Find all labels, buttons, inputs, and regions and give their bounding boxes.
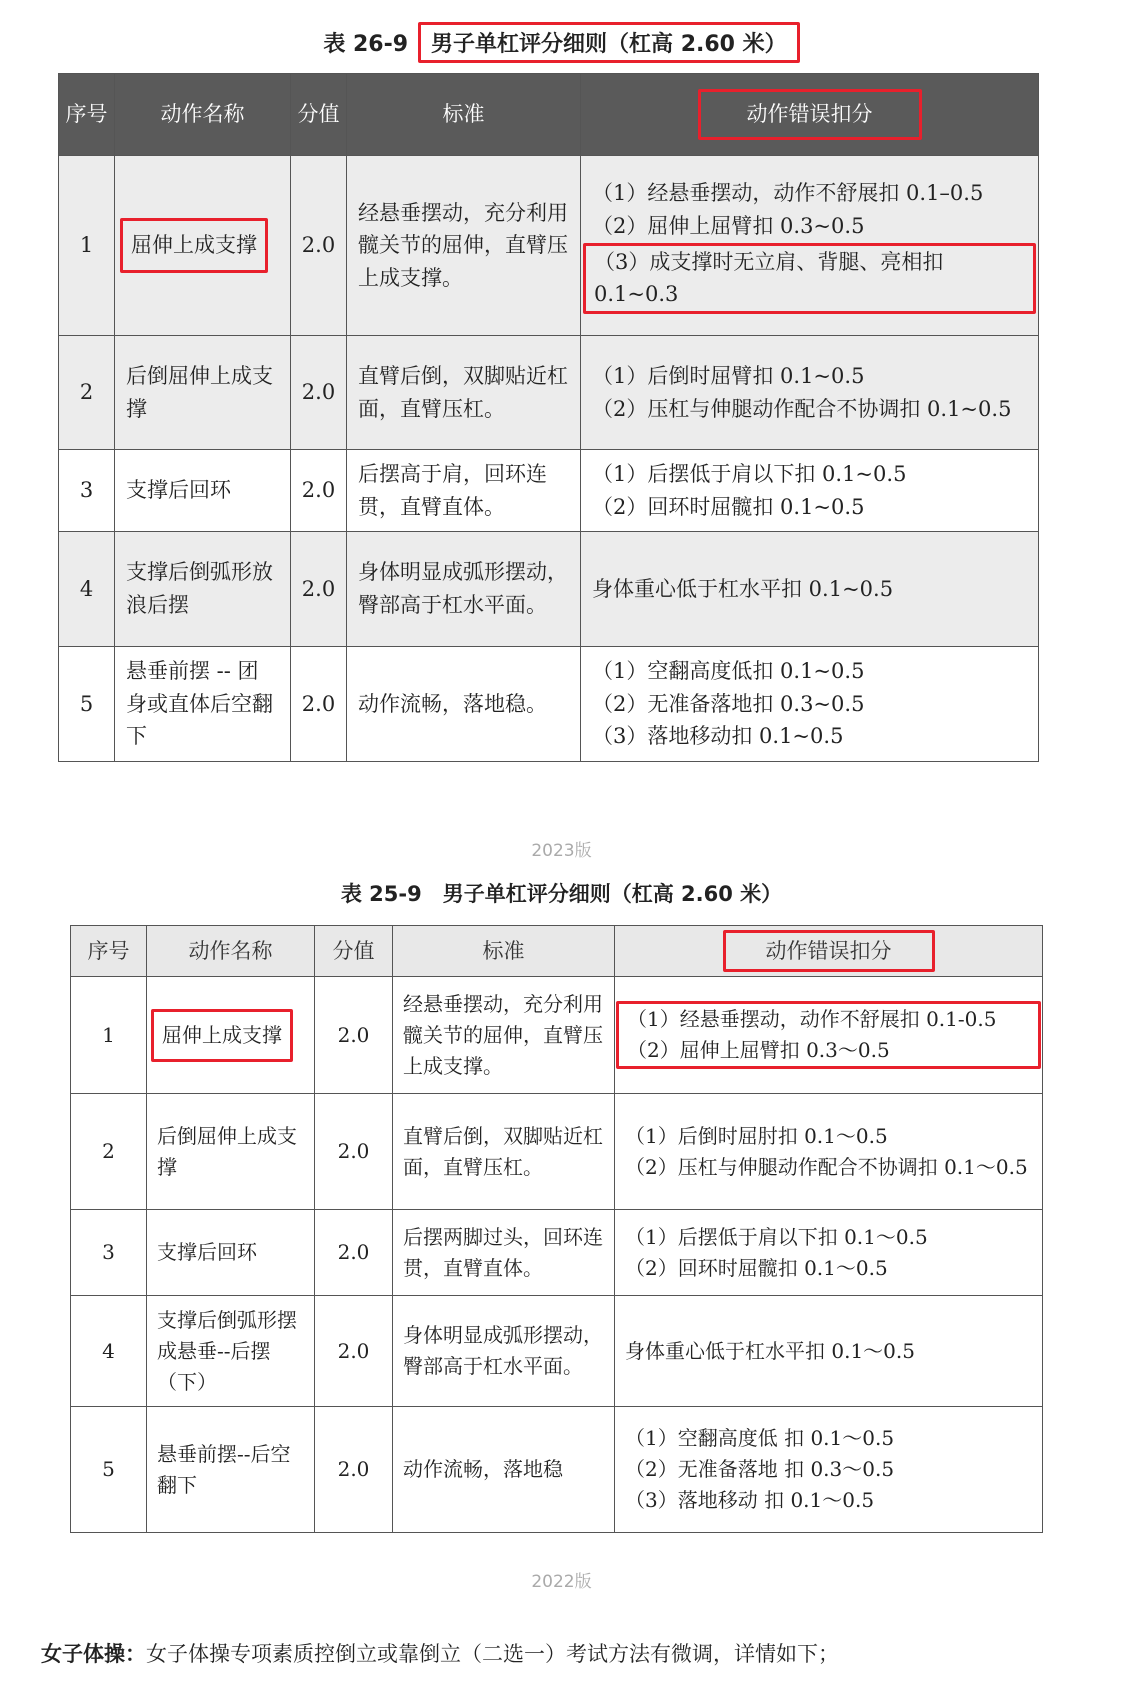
table-row <box>71 1407 1043 1533</box>
row-action-name: 支撑后回环 <box>115 450 291 532</box>
row-action-name: 后倒屈伸上成支撑 <box>147 1094 315 1210</box>
table-row <box>59 450 1039 532</box>
row-deductions <box>581 156 1039 336</box>
header-standard: 标准 <box>347 74 581 156</box>
note-label: 女子体操： <box>41 1642 146 1666</box>
row-number: 3 <box>71 1210 147 1296</box>
action-name-highlight: 屈伸上成支撑 <box>151 1009 293 1062</box>
deduction-line-highlight: （3）成支撑时无立肩、背腿、亮相扣 0.1~0.3 <box>583 243 1036 314</box>
row-score: 2.0 <box>315 1296 393 1407</box>
deduction-line: （1）空翻高度低 扣 0.1〜0.5 <box>625 1426 895 1450</box>
header-score: 分值 <box>315 926 393 977</box>
row-deductions <box>615 977 1043 1094</box>
deduction-line: （2）回环时屈髋扣 0.1~0.5 <box>592 494 865 519</box>
womens-gymnastics-note <box>41 1638 839 1668</box>
row-score: 2.0 <box>315 1094 393 1210</box>
table-row <box>71 1094 1043 1210</box>
row-deductions <box>581 647 1039 762</box>
row-deductions <box>581 336 1039 450</box>
row-score: 2.0 <box>291 647 347 762</box>
row-score: 2.0 <box>291 336 347 450</box>
table-2023-title-number: 表 26-9 <box>323 32 409 57</box>
row-number: 1 <box>71 977 147 1094</box>
row-number: 4 <box>59 532 115 647</box>
table-row <box>71 1296 1043 1407</box>
header-deductions <box>615 926 1043 977</box>
deduction-line: （2）压杠与伸腿动作配合不协调扣 0.1~0.5 <box>592 396 1012 421</box>
row-action-name <box>115 156 291 336</box>
header-no: 序号 <box>71 926 147 977</box>
table-row <box>59 336 1039 450</box>
deduction-line: （1）空翻高度低扣 0.1~0.5 <box>592 659 865 684</box>
row-number: 1 <box>59 156 115 336</box>
caption-2022: 2022版 <box>531 1572 592 1592</box>
table-2022-title: 表 25-9 男子单杠评分细则（杠高 2.60 米） <box>340 882 783 906</box>
row-action-name: 支撑后倒弧形放浪后摆 <box>115 532 291 647</box>
row-standard: 经悬垂摆动，充分利用髋关节的屈伸，直臂压上成支撑。 <box>393 977 615 1094</box>
row-score: 2.0 <box>291 532 347 647</box>
row-score: 2.0 <box>315 1210 393 1296</box>
row-standard: 动作流畅，落地稳。 <box>347 647 581 762</box>
deduction-line: （2）屈伸上屈臂扣 0.3~0.5 <box>592 213 865 238</box>
header-no: 序号 <box>59 74 115 156</box>
row-standard: 身体明显成弧形摆动，臀部高于杠水平面。 <box>393 1296 615 1407</box>
deduction-line: 身体重心低于杠水平扣 0.1〜0.5 <box>625 1338 915 1363</box>
row-deductions <box>581 450 1039 532</box>
table-2023-title-highlight: 男子单杠评分细则（杠高 2.60 米） <box>418 22 800 63</box>
header-standard: 标准 <box>393 926 615 977</box>
row-action-name: 悬垂前摆 -- 团身或直体后空翻下 <box>115 647 291 762</box>
row-action-name: 悬垂前摆--后空翻下 <box>147 1407 315 1533</box>
deduction-line: （2）无准备落地扣 0.3~0.5 <box>592 691 865 716</box>
row-deductions <box>615 1094 1043 1210</box>
header-name: 动作名称 <box>115 74 291 156</box>
row-number: 5 <box>71 1407 147 1533</box>
table-2022 <box>70 925 1043 1533</box>
deduction-line: （1）后摆低于肩以下扣 0.1~0.5 <box>592 461 907 486</box>
row-action-name: 支撑后回环 <box>147 1210 315 1296</box>
row-standard: 动作流畅，落地稳 <box>393 1407 615 1533</box>
deduction-line: （2）回环时屈髋扣 0.1〜0.5 <box>625 1255 888 1280</box>
table-row <box>71 977 1043 1094</box>
deduction-line: 身体重心低于杠水平扣 0.1~0.5 <box>592 576 894 601</box>
row-score: 2.0 <box>315 977 393 1094</box>
row-number: 4 <box>71 1296 147 1407</box>
row-deductions <box>615 1407 1043 1533</box>
row-standard: 直臂后倒，双脚贴近杠面，直臂压杠。 <box>347 336 581 450</box>
action-name-highlight: 屈伸上成支撑 <box>120 218 268 273</box>
deduction-line: （1）后倒时屈臂扣 0.1~0.5 <box>592 363 865 388</box>
note-text: 女子体操专项素质控倒立或靠倒立（二选一）考试方法有微调，详情如下； <box>146 1642 839 1666</box>
row-deductions <box>615 1296 1043 1407</box>
row-number: 3 <box>59 450 115 532</box>
row-number: 2 <box>59 336 115 450</box>
header-deductions-highlight: 动作错误扣分 <box>723 930 935 973</box>
deduction-line: （1）后摆低于肩以下扣 0.1〜0.5 <box>625 1224 928 1249</box>
row-score: 2.0 <box>315 1407 393 1533</box>
deduction-line: （2）压杠与伸腿动作配合不协调扣 0.1〜0.5 <box>625 1154 1028 1179</box>
row-deductions <box>581 532 1039 647</box>
table-row <box>59 647 1039 762</box>
deductions-highlight <box>616 1001 1041 1069</box>
row-action-name <box>147 977 315 1094</box>
row-action-name: 后倒屈伸上成支撑 <box>115 336 291 450</box>
row-action-name: 支撑后倒弧形摆成悬垂--后摆（下） <box>147 1296 315 1407</box>
table-header-row <box>71 926 1043 977</box>
table-row <box>59 156 1039 336</box>
header-deductions <box>581 74 1039 156</box>
row-score: 2.0 <box>291 450 347 532</box>
row-score: 2.0 <box>291 156 347 336</box>
deduction-line: （2）无准备落地 扣 0.3〜0.5 <box>625 1457 895 1481</box>
row-deductions <box>615 1210 1043 1296</box>
header-score: 分值 <box>291 74 347 156</box>
deduction-line: （1）后倒时屈肘扣 0.1〜0.5 <box>625 1123 888 1148</box>
header-name: 动作名称 <box>147 926 315 977</box>
table-header-row <box>59 74 1039 156</box>
caption-2023: 2023版 <box>531 841 592 861</box>
header-deductions-highlight: 动作错误扣分 <box>698 89 922 140</box>
row-standard: 后摆高于肩，回环连贯，直臂直体。 <box>347 450 581 532</box>
table-row <box>59 532 1039 647</box>
deduction-line: （3）落地移动 扣 0.1〜0.5 <box>625 1488 875 1512</box>
deduction-line: （2）屈伸上屈臂扣 0.3〜0.5 <box>627 1038 890 1062</box>
row-number: 5 <box>59 647 115 762</box>
deduction-line: （3）落地移动扣 0.1~0.5 <box>592 724 844 749</box>
row-standard: 直臂后倒，双脚贴近杠面，直臂压杠。 <box>393 1094 615 1210</box>
table-2023-title <box>0 22 1123 63</box>
table-2023 <box>58 73 1039 762</box>
deduction-line: （1）经悬垂摆动，动作不舒展扣 0.1–0.5 <box>592 181 984 206</box>
row-standard: 后摆两脚过头，回环连贯，直臂直体。 <box>393 1210 615 1296</box>
row-number: 2 <box>71 1094 147 1210</box>
row-standard: 身体明显成弧形摆动，臀部高于杠水平面。 <box>347 532 581 647</box>
deduction-line: （1）经悬垂摆动，动作不舒展扣 0.1-0.5 <box>627 1007 997 1031</box>
row-standard: 经悬垂摆动，充分利用髋关节的屈伸，直臂压上成支撑。 <box>347 156 581 336</box>
table-row <box>71 1210 1043 1296</box>
